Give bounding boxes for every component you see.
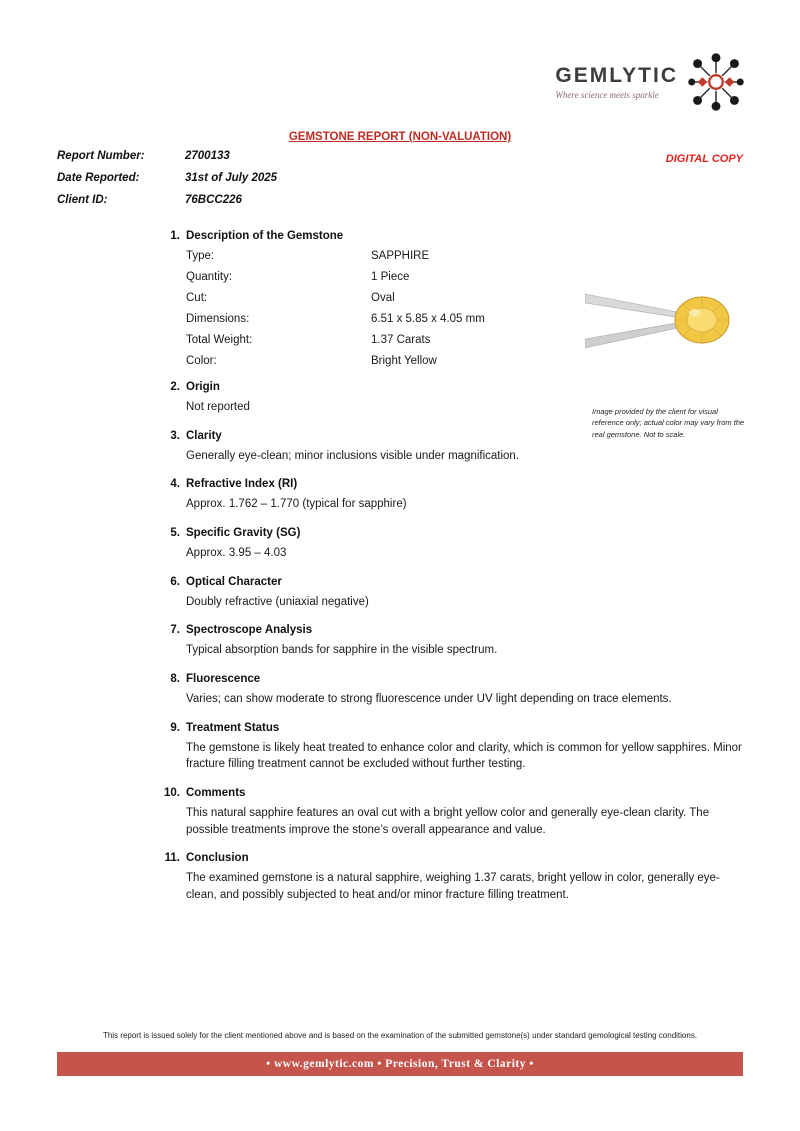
quantity-label: Quantity: xyxy=(186,271,233,283)
cut-label: Cut: xyxy=(186,292,208,304)
section-body: Approx. 1.762 – 1.770 (typical for sapphire) xyxy=(186,498,407,511)
section-title: Refractive Index (RI) xyxy=(186,478,298,491)
quantity-value: 1 Piece xyxy=(371,271,410,283)
section-number: 9. xyxy=(170,721,180,734)
date-reported-label: Date Reported: xyxy=(57,172,140,184)
section-title: Fluorescence xyxy=(186,673,261,686)
table-row xyxy=(186,334,748,346)
section-title: Treatment Status xyxy=(186,721,280,734)
client-id-label: Client ID: xyxy=(57,194,108,206)
section-treatment-status xyxy=(150,722,748,773)
section-number: 1. xyxy=(170,230,180,242)
section-number: 10. xyxy=(164,787,180,800)
report-number-value: 2700133 xyxy=(185,150,230,162)
logo-tagline: Where science meets sparkle xyxy=(555,90,659,100)
section-number: 6. xyxy=(170,575,180,588)
section-heading xyxy=(150,787,748,799)
section-heading xyxy=(150,576,748,588)
section-number: 8. xyxy=(170,673,180,686)
section-body: Typical absorption bands for sapphire in the visible spectrum. xyxy=(186,644,498,657)
gemlytic-snowflake-icon xyxy=(684,50,748,114)
meta-row-report-number xyxy=(57,150,277,162)
section-heading xyxy=(150,527,748,539)
footer-brand-bar: • www.gemlytic.com • Precision, Trust & Clarity • xyxy=(57,1052,743,1076)
section-body: Varies; can show moderate to strong fluorescence under UV light depending on trace elements. xyxy=(186,693,672,706)
section-number: 3. xyxy=(170,429,180,442)
digital-copy-badge: DIGITAL COPY xyxy=(665,153,743,165)
section-refractive-index xyxy=(150,478,748,513)
section-heading xyxy=(150,673,748,685)
section-heading xyxy=(150,381,748,393)
total-weight-value: 1.37 Carats xyxy=(371,334,431,346)
section-heading xyxy=(150,478,748,490)
section-number: 2. xyxy=(170,381,180,393)
description-table xyxy=(186,250,748,367)
color-label: Color: xyxy=(186,355,217,367)
section-spectroscope-analysis xyxy=(150,624,748,659)
total-weight-label: Total Weight: xyxy=(186,334,253,346)
section-comments xyxy=(150,787,748,838)
section-body: Approx. 3.95 – 4.03 xyxy=(186,547,287,560)
dimensions-label: Dimensions: xyxy=(186,313,250,325)
table-row xyxy=(186,250,748,262)
section-conclusion xyxy=(150,852,748,903)
table-row xyxy=(186,292,748,304)
report-disclaimer: This report is issued solely for the client mentioned above and is based on the examination of the submitted gemstone(s) under standard gemological testing conditions. xyxy=(102,1031,698,1040)
section-fluorescence xyxy=(150,673,748,708)
section-specific-gravity xyxy=(150,527,748,562)
section-heading xyxy=(150,230,748,242)
table-row xyxy=(186,355,748,367)
section-clarity xyxy=(150,430,748,465)
report-number-label: Report Number: xyxy=(57,150,145,162)
section-title: Spectroscope Analysis xyxy=(186,624,313,637)
section-number: 5. xyxy=(170,527,180,540)
color-value: Bright Yellow xyxy=(371,355,437,367)
logo-text-block xyxy=(555,64,678,100)
section-body: The gemstone is likely heat treated to enhance color and clarity, which is common for yellow sapphires. Minor fracture filling treatment cannot be excluded without further testing. xyxy=(186,741,742,771)
cut-value: Oval xyxy=(371,292,395,304)
section-origin xyxy=(150,381,748,416)
section-title: Optical Character xyxy=(186,575,282,588)
type-label: Type: xyxy=(186,250,215,262)
section-body: Not reported xyxy=(186,401,250,413)
section-description xyxy=(150,230,748,367)
client-id-value: 76BCC226 xyxy=(185,194,242,206)
section-body: Doubly refractive (uniaxial negative) xyxy=(186,595,369,608)
section-title: Origin xyxy=(186,381,220,393)
report-body xyxy=(150,230,748,918)
meta-row-date-reported xyxy=(57,172,277,184)
section-title: Comments xyxy=(186,787,246,800)
dimensions-value: 6.51 x 5.85 x 4.05 mm xyxy=(371,313,485,325)
type-value: SAPPHIRE xyxy=(371,250,430,262)
section-body: The examined gemstone is a natural sapphire, weighing 1.37 carats, bright yellow in color, generally eye-clean, and possibly subjected to heat and/or minor fracture filling treatment. xyxy=(186,872,720,902)
table-row xyxy=(186,313,748,325)
logo-name: GEMLYTIC xyxy=(555,64,678,87)
section-heading xyxy=(150,852,748,864)
section-number: 4. xyxy=(170,478,180,491)
section-heading xyxy=(150,722,748,734)
section-heading xyxy=(150,430,748,442)
section-body: This natural sapphire features an oval cut with a bright yellow color and generally eye-clean clarity. The possible treatments improve the stone’s overall appearance and value. xyxy=(186,807,710,836)
logo xyxy=(555,50,748,114)
section-title: Clarity xyxy=(186,429,222,442)
section-number: 7. xyxy=(170,624,180,637)
report-meta xyxy=(57,150,277,216)
meta-row-client-id xyxy=(57,194,277,206)
date-reported-value: 31st of July 2025 xyxy=(185,172,278,184)
section-title: Conclusion xyxy=(186,852,249,865)
section-body: Generally eye-clean; minor inclusions visible under magnification. xyxy=(186,449,520,462)
section-optical-character xyxy=(150,576,748,611)
section-title: Specific Gravity (SG) xyxy=(186,527,301,540)
section-number: 11. xyxy=(164,852,180,865)
report-title: GEMSTONE REPORT (NON-VALUATION) xyxy=(288,131,512,143)
section-heading xyxy=(150,624,748,636)
table-row xyxy=(186,271,748,283)
gem-image-caption: Image provided by the client for visual reference only; actual color may vary from the real gemstone. Not to scale. xyxy=(592,407,745,439)
section-title: Description of the Gemstone xyxy=(186,230,344,242)
